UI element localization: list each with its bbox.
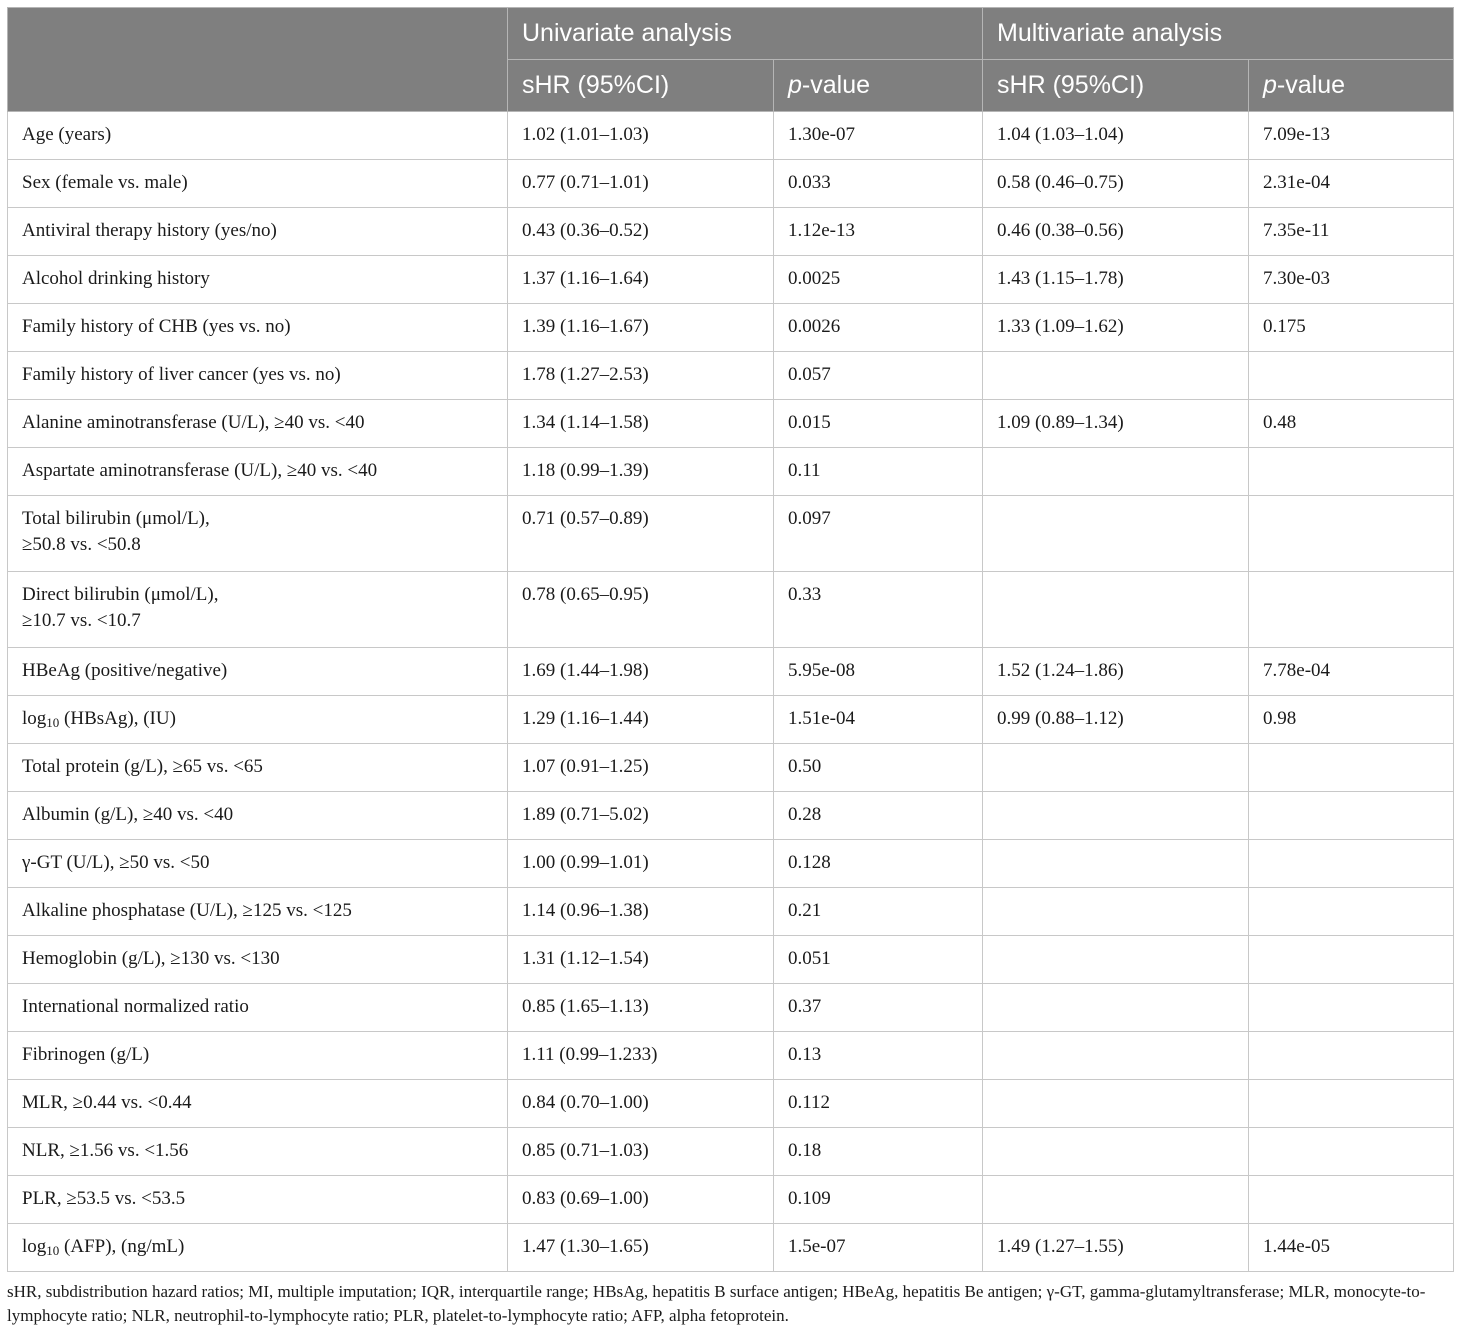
- variable-label: [8, 1128, 508, 1176]
- p-italic: p: [788, 71, 802, 99]
- table-row: [8, 696, 1454, 744]
- table-row: [8, 936, 1454, 984]
- label-line-1: NLR, ≥1.56 vs. <1.56: [22, 1140, 189, 1161]
- multivariate-p-cell: [1249, 984, 1454, 1032]
- table-row: [8, 648, 1454, 696]
- variable-label: [8, 256, 508, 304]
- table-row: [8, 792, 1454, 840]
- univariate-shr-cell: 0.84 (0.70–1.00): [508, 1080, 774, 1128]
- variable-label: [8, 840, 508, 888]
- multivariate-shr-cell: [983, 936, 1249, 984]
- label-line-1: Age (years): [22, 124, 112, 145]
- multivariate-p-cell: [1249, 840, 1454, 888]
- univariate-p-cell: 0.109: [774, 1176, 983, 1224]
- variable-label: [8, 1032, 508, 1080]
- label-line-1: PLR, ≥53.5 vs. <53.5: [22, 1188, 186, 1209]
- label-line-1: Hemoglobin (g/L), ≥130 vs. <130: [22, 948, 280, 969]
- multivariate-p-cell: [1249, 888, 1454, 936]
- table-row: [8, 400, 1454, 448]
- label-prefix: log: [22, 708, 47, 729]
- multivariate-shr-cell: [983, 496, 1249, 572]
- univariate-p-cell: 0.112: [774, 1080, 983, 1128]
- label-line-1: Family history of CHB (yes vs. no): [22, 316, 291, 337]
- table-row: [8, 496, 1454, 572]
- multivariate-p-cell: 1.44e-05: [1249, 1224, 1454, 1272]
- variable-label: [8, 304, 508, 352]
- header-multivariate: Multivariate analysis: [983, 8, 1454, 60]
- multivariate-shr-cell: 1.52 (1.24–1.86): [983, 648, 1249, 696]
- variable-label: [8, 1176, 508, 1224]
- table-row: [8, 1128, 1454, 1176]
- table-header: [8, 8, 1454, 112]
- multivariate-p-cell: [1249, 1128, 1454, 1176]
- table-row: [8, 1080, 1454, 1128]
- variable-label: [8, 400, 508, 448]
- variable-label: [8, 160, 508, 208]
- univariate-shr-cell: 0.78 (0.65–0.95): [508, 572, 774, 648]
- univariate-p-cell: 0.051: [774, 936, 983, 984]
- label-line-1: Family history of liver cancer (yes vs. no): [22, 364, 341, 385]
- univariate-p-cell: 0.097: [774, 496, 983, 572]
- univariate-p-cell: 0.11: [774, 448, 983, 496]
- header-multivariate-shr: sHR (95%CI): [983, 60, 1249, 112]
- multivariate-shr-cell: [983, 792, 1249, 840]
- univariate-p-cell: 0.21: [774, 888, 983, 936]
- variable-label: [8, 496, 508, 572]
- multivariate-p-cell: 0.98: [1249, 696, 1454, 744]
- multivariate-p-cell: [1249, 448, 1454, 496]
- multivariate-p-cell: [1249, 572, 1454, 648]
- univariate-shr-cell: 1.29 (1.16–1.44): [508, 696, 774, 744]
- table-footnote: sHR, subdistribution hazard ratios; MI, multiple imputation; IQR, interquartile range; HBsAg, hepatitis B surface antigen; HBeAg, hepatitis Be antigen; γ-GT, gamma-glutamyltransferase; MLR, monocyte-to-lymphocyte ratio; NLR, neutrophil-to-lymphocyte ratio; PLR, platelet-to-lymphocyte ratio; AFP, alpha fetoprotein.: [7, 1282, 1426, 1325]
- multivariate-shr-cell: [983, 1032, 1249, 1080]
- multivariate-p-cell: 7.78e-04: [1249, 648, 1454, 696]
- label-prefix: log: [22, 1236, 47, 1257]
- table-row: [8, 1176, 1454, 1224]
- table-body: [8, 112, 1454, 1272]
- multivariate-p-cell: 2.31e-04: [1249, 160, 1454, 208]
- univariate-shr-cell: 1.39 (1.16–1.67): [508, 304, 774, 352]
- label-line-1: Alanine aminotransferase (U/L), ≥40 vs. <40: [22, 412, 365, 433]
- multivariate-p-cell: 0.175: [1249, 304, 1454, 352]
- header-univariate-shr: sHR (95%CI): [508, 60, 774, 112]
- multivariate-shr-cell: [983, 1128, 1249, 1176]
- label-line-1: Sex (female vs. male): [22, 172, 188, 193]
- table-row: [8, 256, 1454, 304]
- univariate-shr-cell: 0.77 (0.71–1.01): [508, 160, 774, 208]
- label-suffix: (HBsAg), (IU): [59, 708, 176, 729]
- variable-label: [8, 696, 508, 744]
- variable-label: [8, 112, 508, 160]
- univariate-shr-cell: 1.11 (0.99–1.233): [508, 1032, 774, 1080]
- multivariate-shr-cell: 0.99 (0.88–1.12): [983, 696, 1249, 744]
- label-line-1: Antiviral therapy history (yes/no): [22, 220, 277, 241]
- table-row: [8, 112, 1454, 160]
- variable-label: [8, 792, 508, 840]
- univariate-p-cell: 0.28: [774, 792, 983, 840]
- multivariate-shr-cell: [983, 744, 1249, 792]
- table-row: [8, 744, 1454, 792]
- multivariate-p-cell: 7.30e-03: [1249, 256, 1454, 304]
- multivariate-shr-cell: 1.33 (1.09–1.62): [983, 304, 1249, 352]
- variable-label: [8, 888, 508, 936]
- table-row: [8, 448, 1454, 496]
- multivariate-shr-cell: 1.09 (0.89–1.34): [983, 400, 1249, 448]
- table-row: [8, 888, 1454, 936]
- multivariate-p-cell: [1249, 1080, 1454, 1128]
- variable-label: [8, 352, 508, 400]
- univariate-p-cell: 5.95e-08: [774, 648, 983, 696]
- univariate-p-cell: 1.12e-13: [774, 208, 983, 256]
- label-line-1: Total protein (g/L), ≥65 vs. <65: [22, 756, 263, 777]
- multivariate-shr-cell: [983, 888, 1249, 936]
- univariate-shr-cell: 0.85 (0.71–1.03): [508, 1128, 774, 1176]
- multivariate-shr-cell: 1.49 (1.27–1.55): [983, 1224, 1249, 1272]
- table-row: [8, 840, 1454, 888]
- univariate-p-cell: 0.50: [774, 744, 983, 792]
- table-row: [8, 1224, 1454, 1272]
- univariate-p-cell: 0.13: [774, 1032, 983, 1080]
- table-row: [8, 984, 1454, 1032]
- header-blank-cell: [8, 8, 508, 112]
- univariate-shr-cell: 1.37 (1.16–1.64): [508, 256, 774, 304]
- univariate-shr-cell: 0.71 (0.57–0.89): [508, 496, 774, 572]
- univariate-shr-cell: 1.18 (0.99–1.39): [508, 448, 774, 496]
- table-row: [8, 1032, 1454, 1080]
- label-line-1: Direct bilirubin (μmol/L),: [22, 584, 219, 605]
- label-line-2: ≥10.7 vs. <10.7: [22, 610, 141, 631]
- variable-label: [8, 1080, 508, 1128]
- univariate-shr-cell: 1.89 (0.71–5.02): [508, 792, 774, 840]
- table-row: [8, 572, 1454, 648]
- label-line-1: Albumin (g/L), ≥40 vs. <40: [22, 804, 234, 825]
- univariate-p-cell: 0.033: [774, 160, 983, 208]
- variable-label: [8, 208, 508, 256]
- multivariate-shr-cell: [983, 984, 1249, 1032]
- univariate-shr-cell: 1.69 (1.44–1.98): [508, 648, 774, 696]
- label-subscript: 10: [46, 1243, 60, 1258]
- univariate-shr-cell: 1.47 (1.30–1.65): [508, 1224, 774, 1272]
- header-multivariate-p: [1249, 60, 1454, 112]
- p-suffix: -value: [801, 71, 870, 99]
- univariate-p-cell: 0.33: [774, 572, 983, 648]
- univariate-shr-cell: 1.02 (1.01–1.03): [508, 112, 774, 160]
- label-line-1: HBeAg (positive/negative): [22, 660, 228, 681]
- univariate-shr-cell: 1.31 (1.12–1.54): [508, 936, 774, 984]
- univariate-p-cell: 1.30e-07: [774, 112, 983, 160]
- multivariate-shr-cell: 1.04 (1.03–1.04): [983, 112, 1249, 160]
- univariate-shr-cell: 0.83 (0.69–1.00): [508, 1176, 774, 1224]
- label-line-1: MLR, ≥0.44 vs. <0.44: [22, 1092, 192, 1113]
- univariate-p-cell: 1.51e-04: [774, 696, 983, 744]
- label-line-1: Alcohol drinking history: [22, 268, 210, 289]
- table-row: [8, 352, 1454, 400]
- variable-label: [8, 744, 508, 792]
- univariate-shr-cell: 1.34 (1.14–1.58): [508, 400, 774, 448]
- univariate-p-cell: 0.0025: [774, 256, 983, 304]
- label-subscript: 10: [46, 715, 60, 730]
- multivariate-shr-cell: [983, 352, 1249, 400]
- multivariate-shr-cell: [983, 840, 1249, 888]
- multivariate-p-cell: 7.09e-13: [1249, 112, 1454, 160]
- header-group-row: [8, 8, 1454, 60]
- univariate-p-cell: 0.057: [774, 352, 983, 400]
- univariate-shr-cell: 1.00 (0.99–1.01): [508, 840, 774, 888]
- label-line-1: Fibrinogen (g/L): [22, 1044, 150, 1065]
- multivariate-p-cell: [1249, 496, 1454, 572]
- table-row: [8, 304, 1454, 352]
- variable-label: [8, 984, 508, 1032]
- p-italic: p: [1263, 71, 1277, 99]
- multivariate-p-cell: 0.48: [1249, 400, 1454, 448]
- multivariate-p-cell: [1249, 792, 1454, 840]
- variable-label: [8, 648, 508, 696]
- table-row: [8, 160, 1454, 208]
- label-line-1: International normalized ratio: [22, 996, 249, 1017]
- variable-label: [8, 572, 508, 648]
- multivariate-p-cell: [1249, 352, 1454, 400]
- multivariate-p-cell: [1249, 1032, 1454, 1080]
- multivariate-p-cell: [1249, 1176, 1454, 1224]
- univariate-shr-cell: 0.85 (1.65–1.13): [508, 984, 774, 1032]
- table-container: [7, 7, 1453, 1328]
- header-univariate: Univariate analysis: [508, 8, 983, 60]
- univariate-shr-cell: 1.14 (0.96–1.38): [508, 888, 774, 936]
- multivariate-shr-cell: [983, 1080, 1249, 1128]
- multivariate-p-cell: [1249, 936, 1454, 984]
- variable-label: [8, 1224, 508, 1272]
- label-suffix: (AFP), (ng/mL): [59, 1236, 185, 1257]
- univariate-p-cell: 1.5e-07: [774, 1224, 983, 1272]
- label-line-2: ≥50.8 vs. <50.8: [22, 534, 141, 555]
- univariate-p-cell: 0.128: [774, 840, 983, 888]
- label-line-1: Aspartate aminotransferase (U/L), ≥40 vs. <40: [22, 460, 378, 481]
- multivariate-shr-cell: [983, 572, 1249, 648]
- multivariate-p-cell: 7.35e-11: [1249, 208, 1454, 256]
- univariate-shr-cell: 0.43 (0.36–0.52): [508, 208, 774, 256]
- multivariate-shr-cell: 0.58 (0.46–0.75): [983, 160, 1249, 208]
- variable-label: [8, 936, 508, 984]
- table-row: [8, 208, 1454, 256]
- label-line-1: γ-GT (U/L), ≥50 vs. <50: [22, 852, 210, 873]
- univariate-shr-cell: 1.78 (1.27–2.53): [508, 352, 774, 400]
- multivariate-shr-cell: [983, 1176, 1249, 1224]
- multivariate-shr-cell: 0.46 (0.38–0.56): [983, 208, 1249, 256]
- univariate-shr-cell: 1.07 (0.91–1.25): [508, 744, 774, 792]
- multivariate-shr-cell: [983, 448, 1249, 496]
- label-line-1: Total bilirubin (μmol/L),: [22, 508, 210, 529]
- p-suffix: -value: [1276, 71, 1346, 99]
- univariate-p-cell: 0.18: [774, 1128, 983, 1176]
- univariate-p-cell: 0.37: [774, 984, 983, 1032]
- multivariate-shr-cell: 1.43 (1.15–1.78): [983, 256, 1249, 304]
- univariate-p-cell: 0.0026: [774, 304, 983, 352]
- multivariate-p-cell: [1249, 744, 1454, 792]
- univariate-p-cell: 0.015: [774, 400, 983, 448]
- header-univariate-p: [774, 60, 983, 112]
- regression-table: [7, 7, 1454, 1272]
- label-line-1: Alkaline phosphatase (U/L), ≥125 vs. <125: [22, 900, 352, 921]
- variable-label: [8, 448, 508, 496]
